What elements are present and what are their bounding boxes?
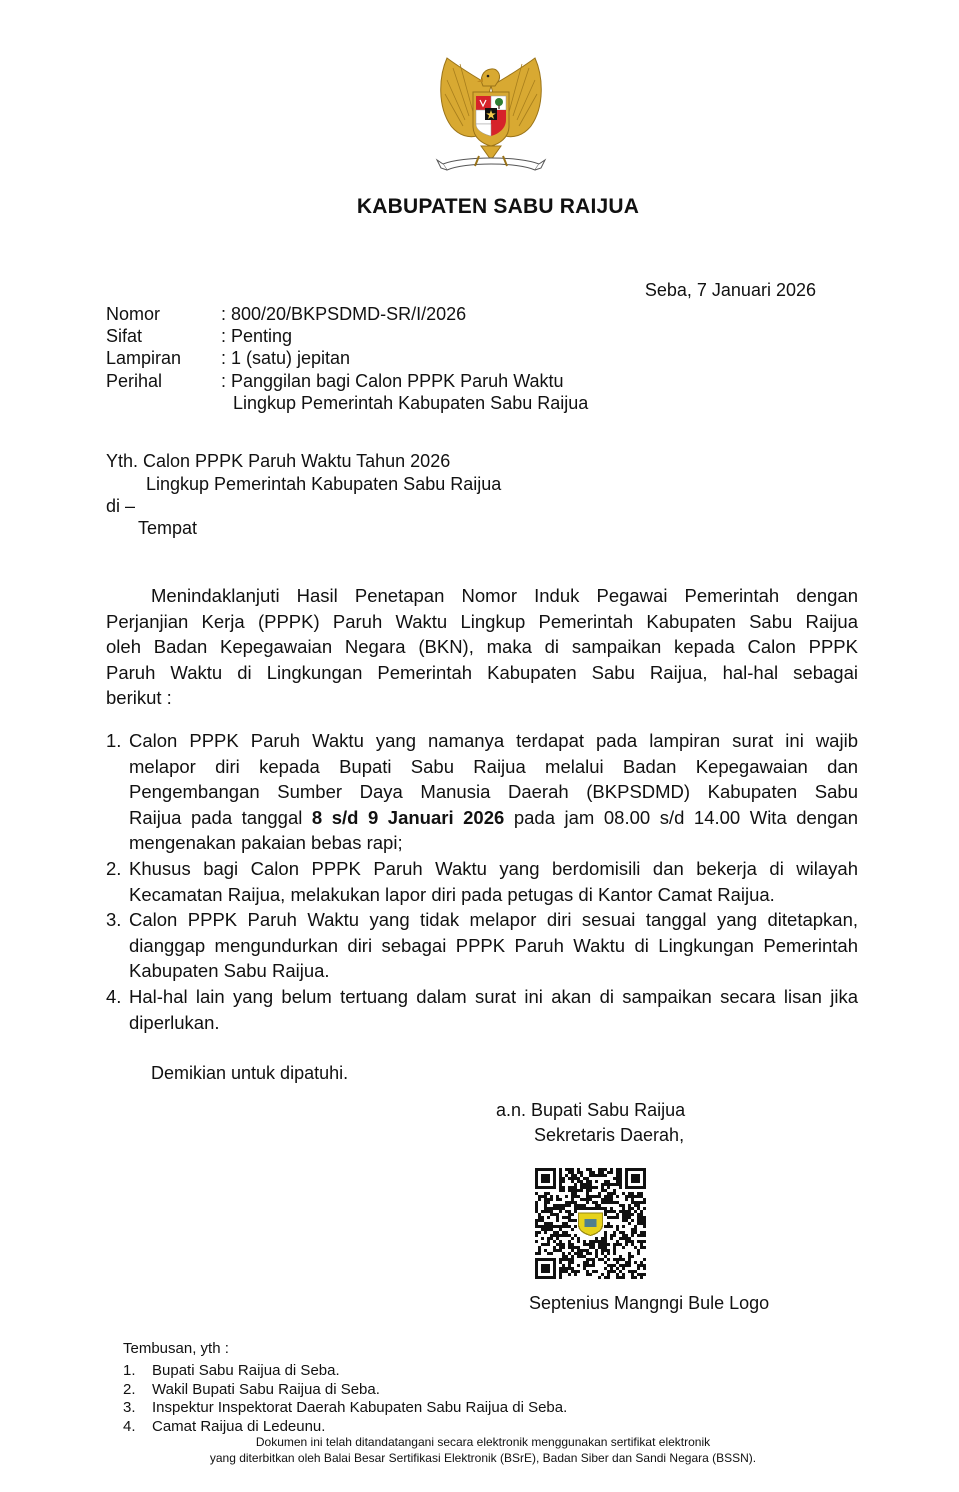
list-item	[106, 907, 858, 984]
place-date: Seba, 7 Januari 2026	[644, 280, 816, 300]
meta-label-lampiran: Lampiran	[106, 348, 182, 368]
list-text: Raijua pada tanggal	[129, 806, 312, 828]
qr-finder-pattern	[535, 1168, 556, 1189]
intro-paragraph	[106, 583, 858, 711]
qr-finder-pattern	[535, 1258, 556, 1279]
meta-value-lampiran: : 1 (satu) jepitan	[221, 348, 351, 368]
document-heading: KABUPATEN SABU RAIJUA	[356, 195, 640, 218]
cc-number: 3.	[123, 1399, 136, 1416]
cc-item: Camat Raijua di Ledeunu.	[152, 1418, 326, 1435]
list-line	[129, 805, 858, 831]
meta-value-sifat: : Penting	[221, 326, 293, 346]
cc-number: 4.	[123, 1418, 136, 1435]
cc-item: Inspektur Inspektorat Daerah Kabupaten Sabu Raijua di Seba.	[152, 1399, 568, 1416]
cc-item: Wakil Bupati Sabu Raijua di Seba.	[152, 1381, 380, 1398]
list-number: 1.	[106, 730, 122, 751]
signatory-position: Sekretaris Daerah,	[534, 1125, 685, 1145]
recipient-line1: Yth. Calon PPPK Paruh Waktu Tahun 2026	[106, 451, 451, 471]
list-number: 3.	[106, 909, 122, 931]
list-line: mengenakan pakaian bebas rapi;	[129, 832, 403, 854]
signatory-name: Septenius Mangngi Bule Logo	[529, 1293, 770, 1313]
cc-title: Tembusan, yth :	[123, 1340, 229, 1357]
cc-item: Bupati Sabu Raijua di Seba.	[152, 1362, 340, 1379]
intro-line: oleh Badan Kepegawaian Negara (BKN), maka di sampaikan kepada Calon PPPK	[106, 636, 858, 658]
list-number: 4.	[106, 985, 122, 1007]
list-line: diperlukan.	[129, 1011, 220, 1033]
list-line: Khusus bagi Calon PPPK Paruh Waktu yang berdomisili dan bekerja di wilayah	[129, 857, 858, 879]
list-line: Kecamatan Raijua, melakukan lapor diri pada petugas di Kantor Camat Raijua.	[129, 883, 775, 905]
list-line: Kabupaten Sabu Raijua.	[129, 960, 330, 982]
esign-notice-line2: yang diterbitkan oleh Balai Besar Sertifikasi Elektronik (BSrE), Badan Siber dan Sandi Negara (BSSN).	[209, 1451, 757, 1465]
list-text: pada jam 08.00 s/d 14.00 Wita dengan	[504, 806, 859, 828]
report-date-range: 8 s/d 9 Januari 2026	[311, 806, 505, 828]
list-line: Calon PPPK Paruh Waktu yang namanya terdapat pada lampiran surat ini wajib	[129, 730, 858, 751]
qr-finder-pattern	[625, 1168, 646, 1189]
closing-statement: Demikian untuk dipatuhi.	[151, 1063, 349, 1083]
meta-value-perihal: : Panggilan bagi Calon PPPK Paruh Waktu	[221, 371, 564, 391]
regency-logo-icon	[579, 1213, 603, 1236]
list-line: dianggap mengundurkan diri sebagai PPPK Paruh Waktu di Lingkungan Pemerintah	[129, 934, 858, 956]
qr-code-icon[interactable]	[535, 1168, 646, 1279]
esign-notice-line1: Dokumen ini telah ditandatangani secara elektronik menggunakan sertifikat elektronik	[255, 1435, 711, 1449]
cc-number: 1.	[123, 1362, 136, 1379]
recipient-line2: Lingkup Pemerintah Kabupaten Sabu Raijua	[146, 474, 502, 494]
instruction-list	[106, 728, 858, 1035]
meta-value-perihal-line2: Lingkup Pemerintah Kabupaten Sabu Raijua	[233, 393, 589, 413]
cc-number: 2.	[123, 1381, 136, 1398]
intro-line: Paruh Waktu di Lingkungan Pemerintah Kabupaten Sabu Raijua, hal-hal sebagai	[106, 661, 858, 683]
recipient-line4: Tempat	[138, 518, 198, 538]
list-line: Pengembangan Sumber Daya Manusia Daerah (BKPSDMD) Kabupaten Sabu	[129, 781, 858, 803]
list-item	[106, 984, 858, 1035]
list-line: melapor diri kepada Bupati Sabu Raijua melalui Badan Kepegawaian dan	[129, 755, 858, 777]
list-item	[106, 728, 858, 856]
meta-label-nomor: Nomor	[106, 304, 161, 324]
list-item	[106, 856, 858, 907]
list-line: Hal-hal lain yang belum tertuang dalam surat ini akan di sampaikan secara lisan jika	[129, 985, 858, 1007]
recipient-line3: di –	[106, 496, 136, 516]
intro-line: berikut :	[106, 687, 172, 709]
list-number: 2.	[106, 857, 122, 879]
meta-label-sifat: Sifat	[106, 326, 143, 346]
list-line: Calon PPPK Paruh Waktu yang tidak melapor diri sesuai tanggal yang ditetapkan,	[129, 909, 858, 931]
intro-line: Perjanjian Kerja (PPPK) Paruh Waktu Lingkup Pemerintah Kabupaten Sabu Raijua	[106, 610, 858, 632]
meta-label-perihal: Perihal	[106, 371, 163, 391]
meta-value-nomor: : 800/20/BKPSDMD-SR/I/2026	[221, 304, 467, 324]
garuda-emblem-icon	[433, 56, 549, 184]
intro-line: Menindaklanjuti Hasil Penetapan Nomor Induk Pegawai Pemerintah dengan	[151, 585, 858, 606]
signatory-on-behalf: a.n. Bupati Sabu Raijua	[496, 1100, 686, 1120]
